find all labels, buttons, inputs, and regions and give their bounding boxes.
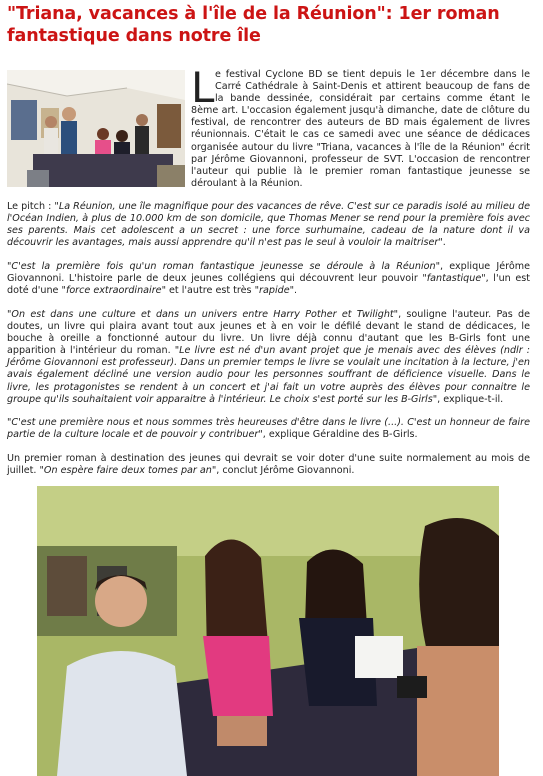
culture-paragraph — [7, 309, 530, 406]
text: , souligne l'auteur. Pas de doutes, un livre qui plaira avant tout aux jeunes et à en voir le défilé devant le stand de dédicaces, le bouche à oreille a fonctionné autour du livre. Un livre déjà connu d'autant que les B-Girls font une apparition à l'intérieur du roman. — [7, 309, 530, 357]
quote: fantastique — [426, 273, 482, 285]
text: , explique-t-il. — [437, 393, 504, 405]
signing-session-photo — [37, 486, 499, 776]
pitch-lead: Le pitch : " — [7, 201, 59, 212]
dedication-stand-photo — [7, 70, 185, 187]
quote: rapide — [259, 285, 290, 297]
quote: "Le livre est né d'un avant projet que je menais avec des élèves (ndlr : Jérôme Giovannoni est professeur). Dans un premier temps le livre se voulait une incitation à la lecture, j'en avais également décliné une version audio pour les personnes souffrant de déficience visuelle. Dans le livre, les protagonistes se rendent à un concert et j'ai fait un votre auprès des élèves pour connaitre le groupe qu'ils souhaitaient voir apparaitre à l'intérieur. Le choix s'est porté sur les B-Girls" — [7, 345, 530, 405]
quote: "On est dans une culture et dans un univers entre Harry Pother et Twilight" — [7, 309, 399, 320]
first-novel-paragraph — [7, 261, 530, 297]
bgirls-paragraph — [7, 417, 530, 441]
quote: "On espère faire deux tomes par an" — [39, 465, 217, 477]
text: ". — [289, 285, 298, 297]
quote: "C'est la première fois qu'un roman fantastique jeunesse se déroule à la Réunion" — [7, 261, 440, 272]
text: , explique Jérôme Giovannoni. L'histoire parle de deux jeunes collégiens qui découvrent leur pouvoir " — [7, 261, 530, 285]
text: , conclut Jérôme Giovannoni. — [216, 465, 355, 477]
intro-paragraph — [191, 63, 530, 190]
pitch-quote: La Réunion, une île magnifique pour des vacances de rêve. C'est sur ce paradis isolé au milieu de l'Océan Indien, à plus de 10.000 km de son domicile, que Thomas Mener se rend pour la première fois avec ses parents. Mais cet adolescent a un secret : une force surhumaine, cadeau de la nature dont il va découvrir les avantages, mais aussi apprendre qu'il n'est pas le seul à vouloir la maitriser — [7, 201, 530, 249]
pitch-tail: ". — [438, 237, 446, 249]
text: Un premier roman à destination des jeunes qui devrait se voir doter d'une suite normalement au mois de juillet. — [7, 453, 530, 477]
pitch-paragraph — [7, 201, 530, 249]
intro-text: e festival Cyclone BD se tient depuis le 1er décembre dans le Carré Cathédrale à Saint-Denis et attirent beaucoup de fans de la bande dessinée, considérait par certains comme étant le 8ème art. L'occasion également jusqu'à dimanche, date de clôture du festival, de rencontrer des auteurs de BD mais également de livres réunionnais. C'était le cas ce samedi avec une séance de dédicaces organisée autour du livre "Triana, vacances à l'île de la Réunion" écrit par Jérôme Giovannoni, professeur de SVT. L'occasion de rencontrer l'auteur qui publie là le premier roman fantastique jeunesse se déroulant à la Réunion. — [191, 69, 530, 189]
article-title: "Triana, vacances à l'île de la Réunion": 1er roman fantastique dans notre île — [7, 4, 500, 46]
intro-dropcap: L — [191, 63, 215, 112]
text: , explique Géraldine des B-Girls. — [262, 429, 418, 441]
conclusion-paragraph — [7, 453, 530, 477]
quote: force extraordinaire — [65, 285, 162, 297]
text: ", l'un est doté d'une " — [7, 273, 530, 297]
text: " et l'autre est très " — [161, 285, 260, 297]
quote: "C'est une première nous et nous sommes très heureuses d'être dans le livre (...). C'est un honneur de faire partie de la culture locale et de pouvoir y contribuer" — [7, 417, 530, 441]
